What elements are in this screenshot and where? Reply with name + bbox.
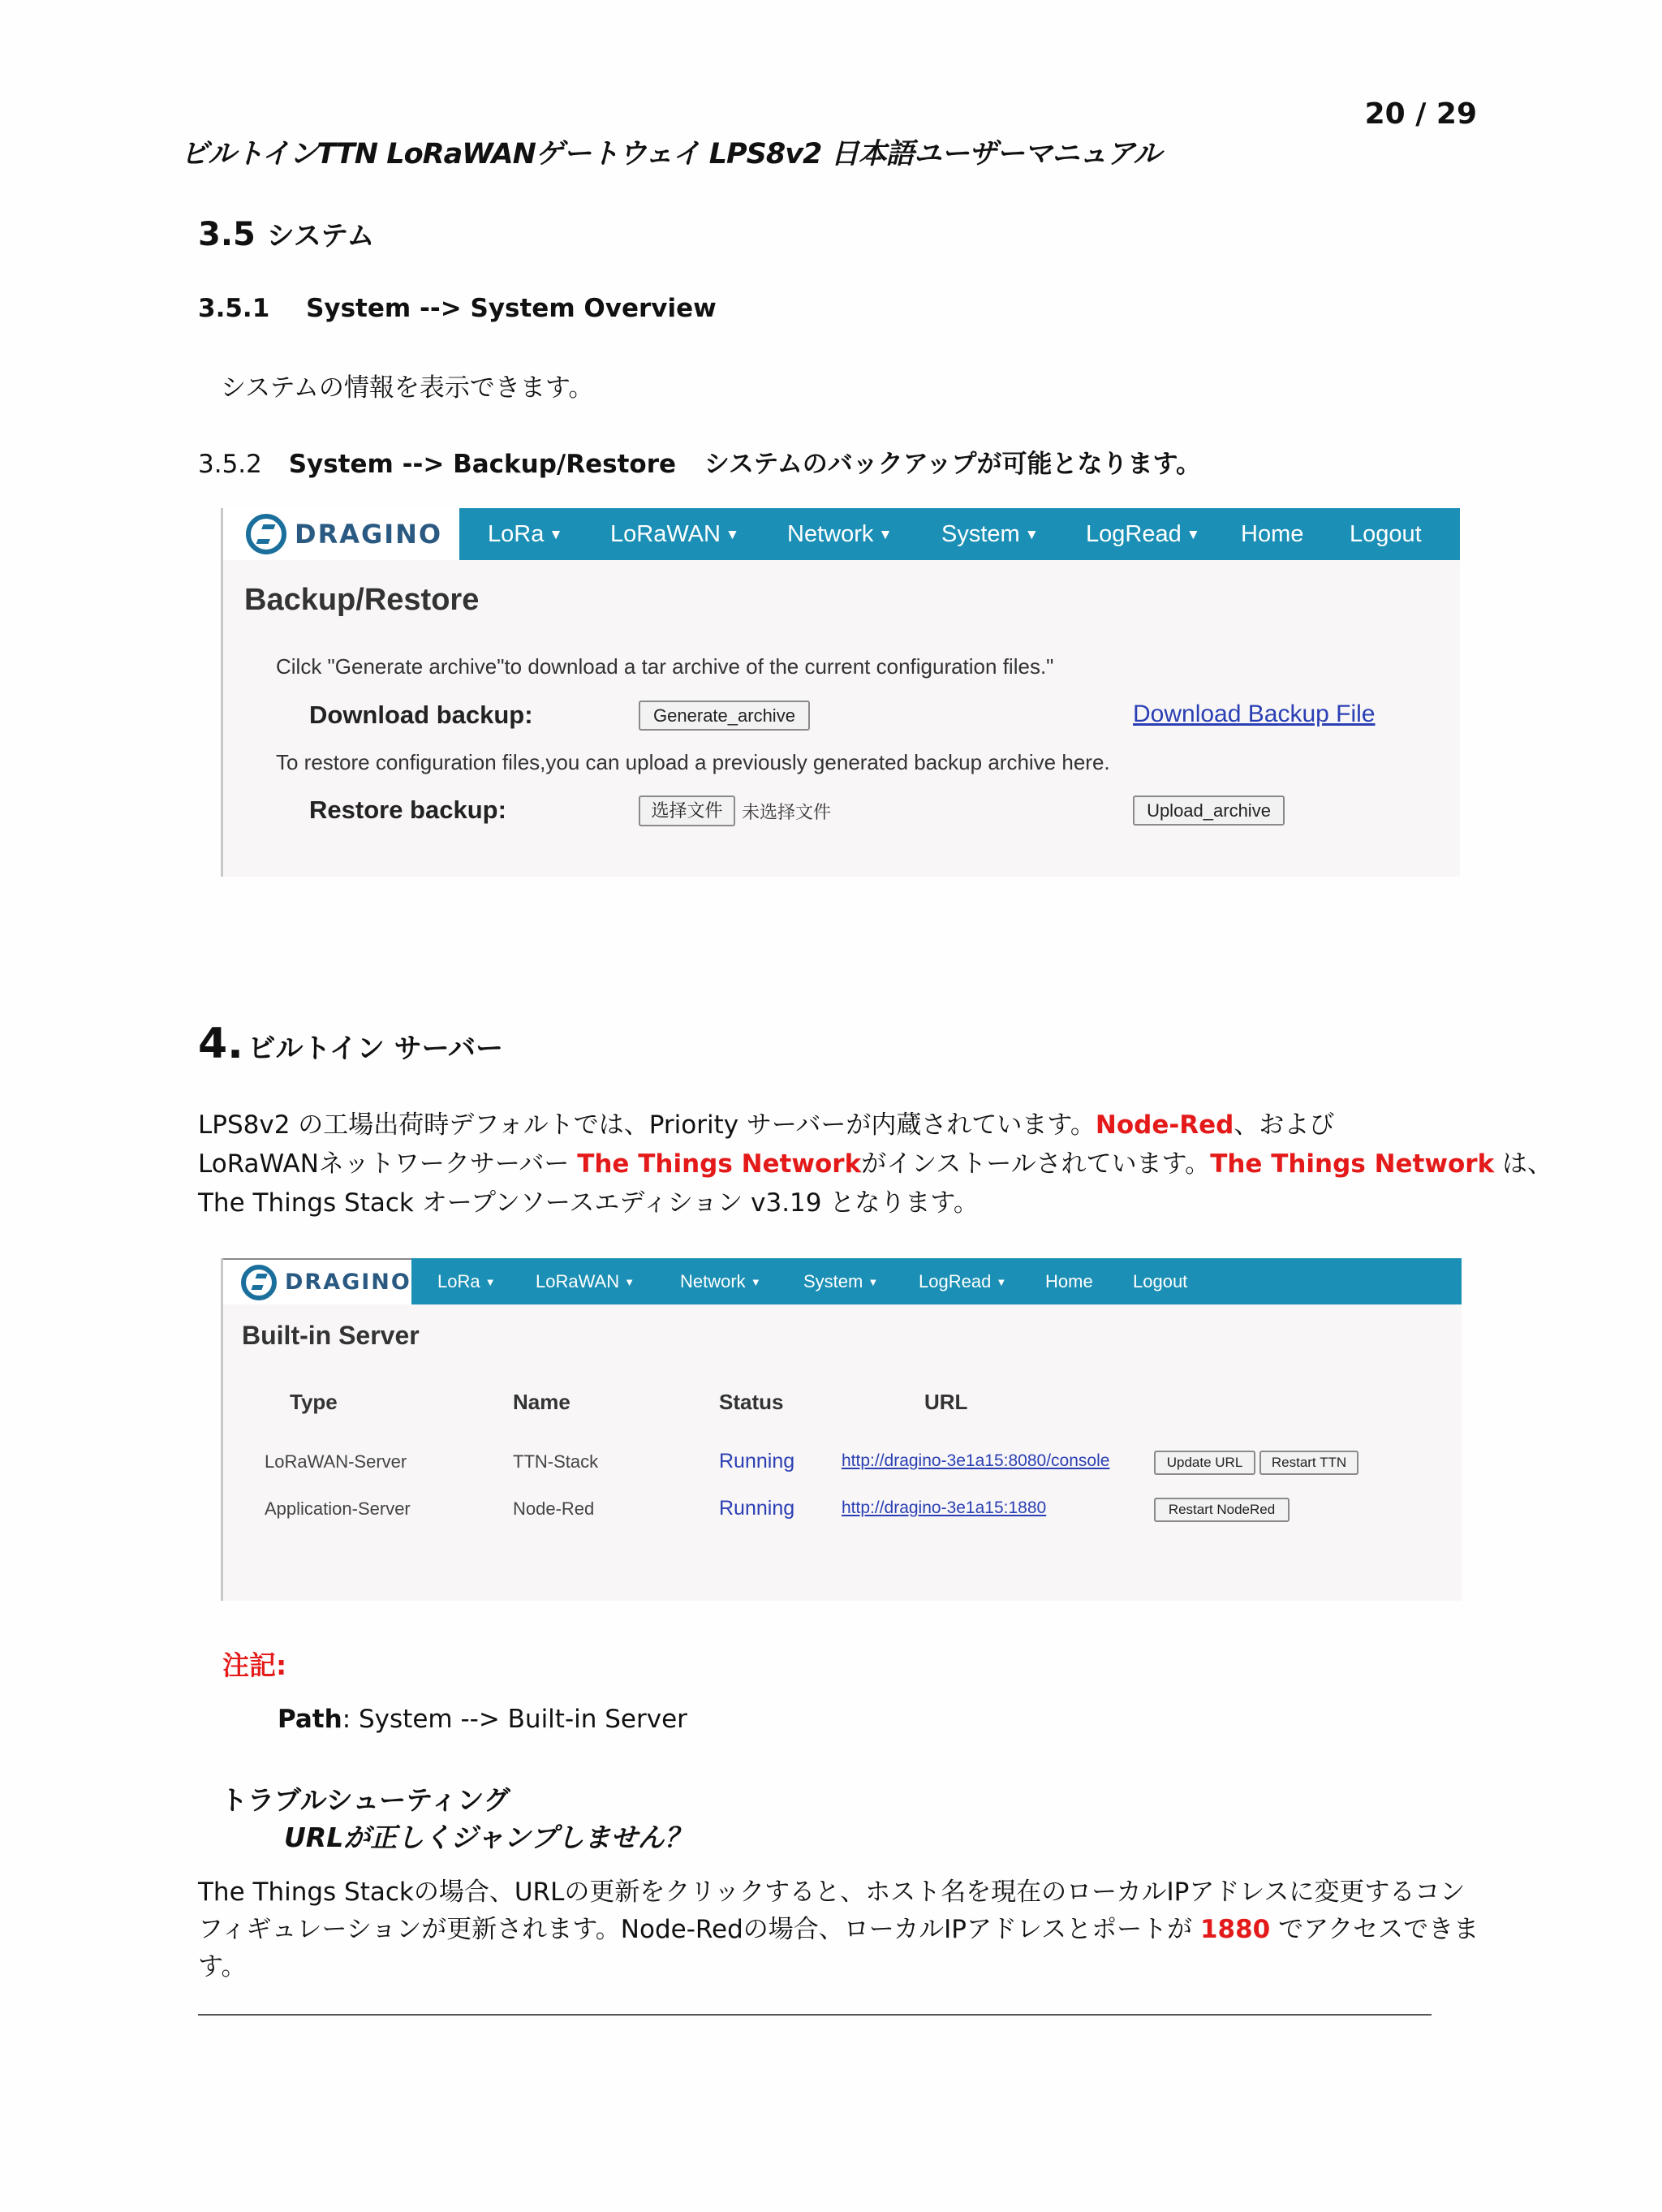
- section-title: System --> System Overview: [306, 294, 717, 323]
- download-backup-link[interactable]: Download Backup File: [1133, 701, 1376, 727]
- section-heading-4: [198, 1020, 503, 1068]
- panel-title: Backup/Restore: [244, 583, 480, 617]
- note-label: 注記:: [222, 1649, 287, 1681]
- row-name: Node-Red: [513, 1498, 595, 1519]
- backup-restore-screenshot: [221, 508, 1460, 877]
- restart-nodered-button[interactable]: Restart NodeRed: [1154, 1498, 1290, 1522]
- dragino-logo-icon: [246, 514, 286, 554]
- update-url-button[interactable]: Update URL: [1154, 1451, 1255, 1475]
- nav-item-system[interactable]: System ▼: [803, 1270, 879, 1291]
- highlight-node-red: Node-Red: [1095, 1110, 1234, 1140]
- section-heading-3-5-2: [198, 443, 1201, 480]
- row-url-link[interactable]: http://dragino-3e1a15:1880: [842, 1498, 1047, 1517]
- section-4-body: LPS8v2 の工場出荷時デフォルトでは、Priority サーバーが内蔵されています。Node-Red、および LoRaWANネットワークサーバー The Things Networkがインストールされています。The Things Network は、 The Things Stack オープンソースエディション v3.19 となります。: [198, 1110, 1553, 1218]
- section-number: 3.5.2: [198, 450, 262, 479]
- section-description: システムのバックアップが可能となります。: [704, 450, 1202, 479]
- row-url-link[interactable]: http://dragino-3e1a15:8080/console: [842, 1451, 1110, 1470]
- column-header-name: Name: [513, 1390, 571, 1414]
- path-label: Path: [278, 1705, 342, 1734]
- nav-item-logread[interactable]: LogRead ▼: [1086, 520, 1200, 547]
- nav-item-lora[interactable]: LoRa ▼: [488, 520, 563, 547]
- row-status: Running: [719, 1497, 795, 1520]
- generate-archive-button[interactable]: Generate_archive: [639, 701, 810, 731]
- nav-bar: [223, 508, 1460, 560]
- dragino-logo[interactable]: [223, 508, 459, 560]
- troubleshooting-question: URLが正しくジャンプしません？: [284, 1822, 691, 1853]
- nav-item-home[interactable]: Home: [1241, 520, 1304, 547]
- no-file-chosen-text: 未选择文件: [742, 802, 832, 822]
- restart-ttn-button[interactable]: Restart TTN: [1259, 1451, 1358, 1475]
- troubleshooting-heading: トラブルシューティング: [221, 1784, 510, 1816]
- section-title: System --> Backup/Restore: [288, 450, 677, 479]
- row-type: Application-Server: [265, 1498, 411, 1519]
- nav-item-lorawan[interactable]: LoRaWAN ▼: [610, 520, 740, 547]
- nav-item-logread[interactable]: LogRead ▼: [919, 1270, 1007, 1291]
- nav-item-network[interactable]: Network ▼: [680, 1270, 761, 1291]
- section-heading-3-5-1: [198, 294, 717, 323]
- nav-item-network[interactable]: Network ▼: [787, 520, 893, 547]
- column-header-type: Type: [290, 1390, 338, 1414]
- section-heading-3-5: [198, 213, 374, 253]
- nav-bar: [223, 1258, 1462, 1304]
- column-header-url: URL: [924, 1390, 968, 1414]
- page-number: 20 / 29: [1364, 97, 1477, 131]
- section-number: 3.5: [198, 216, 256, 253]
- dragino-logo[interactable]: [223, 1258, 411, 1304]
- nav-item-logout[interactable]: Logout: [1350, 520, 1422, 547]
- download-backup-label: Download backup:: [309, 701, 533, 729]
- restore-backup-label: Restore backup:: [309, 796, 506, 824]
- troubleshooting-answer: The Things Stackの場合、URLの更新をクリックすると、ホスト名を現在のローカルIPアドレスに変更するコン フィギュレーションが更新されます。Node-Redの場合、ローカルIPアドレスとポートが 1880 でアクセスできま す。: [198, 1878, 1479, 1981]
- nav-item-home[interactable]: Home: [1045, 1270, 1093, 1291]
- restore-info-text: To restore configuration files,you can upload a previously generated backup archive here.: [276, 750, 1110, 774]
- logo-text: DRAGINO: [285, 1270, 411, 1295]
- highlight-ttn: The Things Network: [1210, 1149, 1495, 1179]
- section-number: 3.5.1: [198, 294, 270, 323]
- dragino-logo-icon: [241, 1265, 277, 1300]
- row-type: LoRaWAN-Server: [265, 1451, 407, 1472]
- nav-item-lora[interactable]: LoRa ▼: [437, 1270, 496, 1291]
- column-header-status: Status: [719, 1390, 784, 1414]
- highlight-ttn: The Things Network: [577, 1149, 862, 1179]
- section-description: システムの情報を表示できます。: [221, 373, 594, 403]
- panel-title: Built-in Server: [242, 1321, 420, 1350]
- note-path: [278, 1705, 687, 1734]
- document-title: ビルトインTTN LoRaWANゲートウェイ LPS8v2 日本語ユーザーマニュアル: [180, 138, 1161, 170]
- nav-item-system[interactable]: System ▼: [941, 520, 1039, 547]
- section-title: システム: [266, 220, 375, 252]
- nav-item-logout[interactable]: Logout: [1133, 1270, 1188, 1291]
- row-status: Running: [719, 1450, 795, 1473]
- logo-text: DRAGINO: [295, 519, 443, 550]
- path-value: : System --> Built-in Server: [342, 1705, 687, 1734]
- choose-file-button[interactable]: 选择文件: [639, 796, 735, 826]
- row-name: TTN-Stack: [513, 1451, 599, 1472]
- highlight-port: 1880: [1199, 1915, 1271, 1944]
- footer-divider: [198, 2014, 1432, 2016]
- upload-archive-button[interactable]: Upload_archive: [1133, 796, 1285, 826]
- section-number: 4.: [198, 1020, 243, 1068]
- nav-item-lorawan[interactable]: LoRaWAN ▼: [536, 1270, 635, 1291]
- section-title: ビルトイン サーバー: [248, 1033, 503, 1065]
- built-in-server-screenshot: [221, 1258, 1462, 1601]
- backup-info-text: Cilck "Generate archive"to download a tar archive of the current configuration files.": [276, 654, 1054, 679]
